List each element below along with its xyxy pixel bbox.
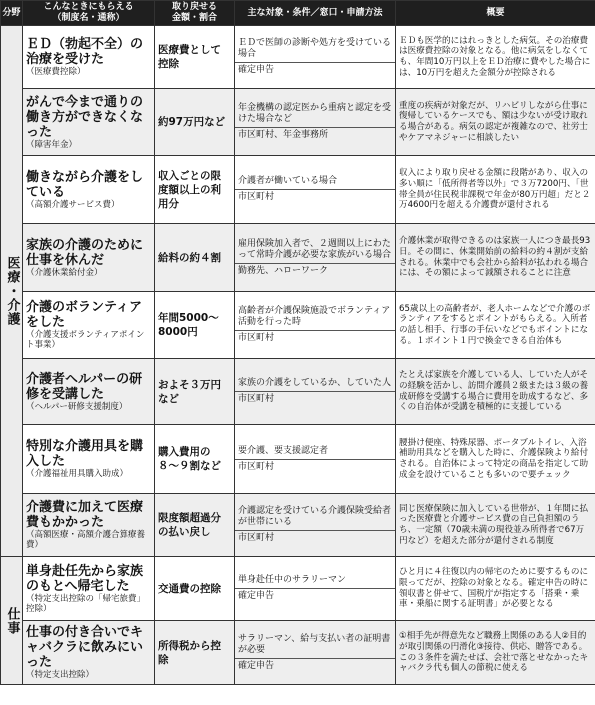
row-title-cell xyxy=(23,557,155,621)
row-window: 市区町村 xyxy=(238,192,275,202)
header-description: 概要 xyxy=(396,1,595,26)
row-amount: 収入ごとの限度額以上の利用分 xyxy=(155,156,235,224)
table-row xyxy=(1,26,595,89)
category-cell-care xyxy=(1,26,23,557)
row-title-cell xyxy=(23,26,155,89)
row-amount: 所得税から控除 xyxy=(155,621,235,685)
row-title: 介護費に加えて医療費もかかった xyxy=(26,500,144,530)
row-description: 収入により取り戻せる金額に段階があり、収入の多い順に「低所得者等以外」で３万7200円、「世帯全員が住民税非課税で年金が80万円超」だと２万4600円を超える介護費が還付される xyxy=(396,156,595,224)
row-title-cell xyxy=(23,156,155,224)
row-target: サラリーマン、給与支払い者の証明書が必要 xyxy=(235,632,395,659)
row-target-cell xyxy=(235,425,396,494)
row-description: ＥＤも医学的にはれっきとした病気。その治療費は医療費控除の対象となる。他に病気をしなくても、年間10万円以上をＥＤ治療に費やした場合には、10万円を超えた金額分が控除される xyxy=(396,26,595,89)
table-header-row xyxy=(1,1,595,26)
row-subtitle: （医療費控除） xyxy=(26,67,86,77)
row-title: 働きながら介護をしている xyxy=(26,169,144,200)
row-subtitle: （ヘルパー研修支援制度） xyxy=(26,401,128,412)
row-target: 高齢者が介護保険施設でボランティア活動を行った時 xyxy=(235,304,395,331)
row-subtitle: （高額医療・高額介護合算療養費） xyxy=(26,530,146,550)
table-row xyxy=(1,224,595,292)
row-target: 雇用保険加入者で、２週間以上にわたって常時介護が必要な家族がいる場合 xyxy=(235,237,395,264)
row-subtitle: （高額介護サービス費） xyxy=(26,199,120,210)
row-title: 仕事の付き合いでキャバクラに飲みにいった xyxy=(26,625,144,670)
row-description: ①相手先が得意先など職務上関係のある人②目的が取引関係の円滑化③接待、供応、贈答である。この３条件を満たせば、会社で落とせなかったキャバクラ代も個人の節税に使える xyxy=(396,621,595,685)
row-target: 介護者が働いている場合 xyxy=(235,174,395,190)
row-description: 重度の疾病が対象だが、リハビリしながら仕事に復帰しているケースでも、額は少ないが受け取れる場合がある。病気の認定が複雑なので、社労士やケアマネジャーに相談したい xyxy=(396,89,595,156)
table-row xyxy=(1,156,595,224)
table-row xyxy=(1,359,595,425)
row-title-cell xyxy=(23,425,155,494)
row-target: 要介護、要支援認定者 xyxy=(235,444,395,460)
row-target-cell xyxy=(235,292,396,359)
row-target: 家族の介護をしているか、していた人 xyxy=(235,376,395,392)
row-subtitle: （介護福祉用具購入助成） xyxy=(26,469,129,479)
row-target: 年金機構の認定医から重病と認定を受けた場合など xyxy=(235,101,395,128)
row-window: 確定申告 xyxy=(238,65,275,75)
row-description: たとえば家族を介護している人、していた人がその経験を活かし、訪問介護員２級または３級の養成研修を受講する場合に費用を助成するなど、多くの自治体が受講を積極的に支援している xyxy=(396,359,595,425)
row-subtitle: （障害年金） xyxy=(26,139,78,150)
row-title-cell xyxy=(23,359,155,425)
row-title-cell xyxy=(23,292,155,359)
row-target: 介護認定を受けている介護保険受給者が世帯にいる xyxy=(235,504,395,531)
row-window: 市区町村 xyxy=(238,394,275,404)
table-row xyxy=(1,292,595,359)
row-subtitle: （介護休業給付金） xyxy=(26,267,103,278)
row-description: 65歳以上の高齢者が、老人ホームなどで介護のボランティアをするとポイントがもらえる。入所者の話し相手、行事の手伝いなどでもポイントになる。１ポイント１円で換金できる自治体も xyxy=(396,292,595,359)
row-amount: 約97万円など xyxy=(155,89,235,156)
row-subtitle: （介護支援ボランティアポイント事業） xyxy=(26,330,145,350)
table-row xyxy=(1,621,595,685)
row-title: 家族の介護のために仕事を休んだ xyxy=(26,237,144,268)
row-window: 市区町村 xyxy=(238,461,275,472)
row-title: 介護のボランティアをした xyxy=(26,300,142,330)
row-window: 確定申告 xyxy=(238,591,275,601)
row-title: 介護者ヘルパーの研修を受講した xyxy=(26,371,143,402)
header-target: 主な対象・条件／窓口・申請方法 xyxy=(235,1,396,26)
row-window: 市区町村 xyxy=(238,533,275,543)
row-description: ひと月に４往復以内の帰宅のために要するものに限ってだが、控除の対象となる。確定申告の時に領収書と併せて、国税庁が指定する「搭乗・乗車・乗船に関する証明書」が必要となる xyxy=(396,557,595,621)
row-target-cell xyxy=(235,156,396,224)
category-label-care: 医療・介護 xyxy=(4,256,20,326)
row-title-cell xyxy=(23,89,155,156)
row-subtitle: （特定支出控除） xyxy=(26,670,95,680)
header-category: 分野 xyxy=(1,1,23,26)
row-window: 確定申告 xyxy=(238,660,275,671)
row-description: 腰掛け便座、特殊尿器、ポータブルトイレ、入浴補助用具などを購入した時に、介護保険より給付される。自治体によって特定の商品を指定して助成金を設けていることも多いので要チェック xyxy=(396,425,595,494)
row-title: 単身赴任先から家族のもとへ帰宅した xyxy=(26,563,144,594)
table-row xyxy=(1,89,595,156)
row-target-cell xyxy=(235,224,396,292)
row-description: 介護休業が取得できるのは家族一人につき最長93日。その間に、休業開始前の給料の約４割が支給される。休業中でも会社から給料が払われる場合には、その額によって減額されることに注意 xyxy=(396,224,595,292)
row-amount: およそ３万円など xyxy=(155,359,235,425)
table-row xyxy=(1,557,595,621)
row-amount: 年間5000〜8000円 xyxy=(155,292,235,359)
row-title-cell xyxy=(23,621,155,685)
row-subtitle: （特定支出控除の「帰宅旅費」控除） xyxy=(26,593,146,614)
row-amount: 交通費の控除 xyxy=(155,557,235,621)
row-target: ＥＤで医師の診断や処方を受けている場合 xyxy=(235,36,395,63)
row-title-cell xyxy=(23,494,155,557)
row-window: 勤務先、ハローワーク xyxy=(238,265,329,276)
row-amount: 購入費用の８〜９割など xyxy=(155,425,235,494)
row-description: 同じ医療保険に加入している世帯が、１年間に払った医療費と介護サービス費の自己負担額のうち、一定額（70歳未満の現役並み所得者で67万円など）を超えた部分が還付される制度 xyxy=(396,494,595,557)
row-amount: 給料の約４割 xyxy=(155,224,235,292)
row-amount: 限度額超過分の払い戻し xyxy=(155,494,235,557)
row-title: がんで今まで通りの働き方ができなくなった xyxy=(26,94,144,140)
row-target-cell xyxy=(235,89,396,156)
row-target-cell xyxy=(235,621,396,685)
table-row xyxy=(1,494,595,557)
table-row xyxy=(1,425,595,494)
row-target-cell xyxy=(235,557,396,621)
category-label-work: 仕事 xyxy=(4,606,20,635)
row-target-cell xyxy=(235,359,396,425)
header-title: こんなときにもらえる （制度名・通称） xyxy=(23,1,155,26)
row-title-cell xyxy=(23,224,155,292)
row-window: 市区町村、年金事務所 xyxy=(238,130,329,140)
row-title: 特別な介護用具を購入した xyxy=(26,439,144,469)
row-amount: 医療費として控除 xyxy=(155,26,235,89)
header-amount: 取り戻せる 金額・割合 xyxy=(155,1,235,26)
row-window: 市区町村 xyxy=(238,333,275,343)
row-title: ＥＤ（勃起不全）の治療を受けた xyxy=(26,37,144,67)
row-target-cell xyxy=(235,26,396,89)
row-target-cell xyxy=(235,494,396,557)
row-target: 単身赴任中のサラリーマン xyxy=(235,573,395,589)
category-cell-work xyxy=(1,557,23,685)
